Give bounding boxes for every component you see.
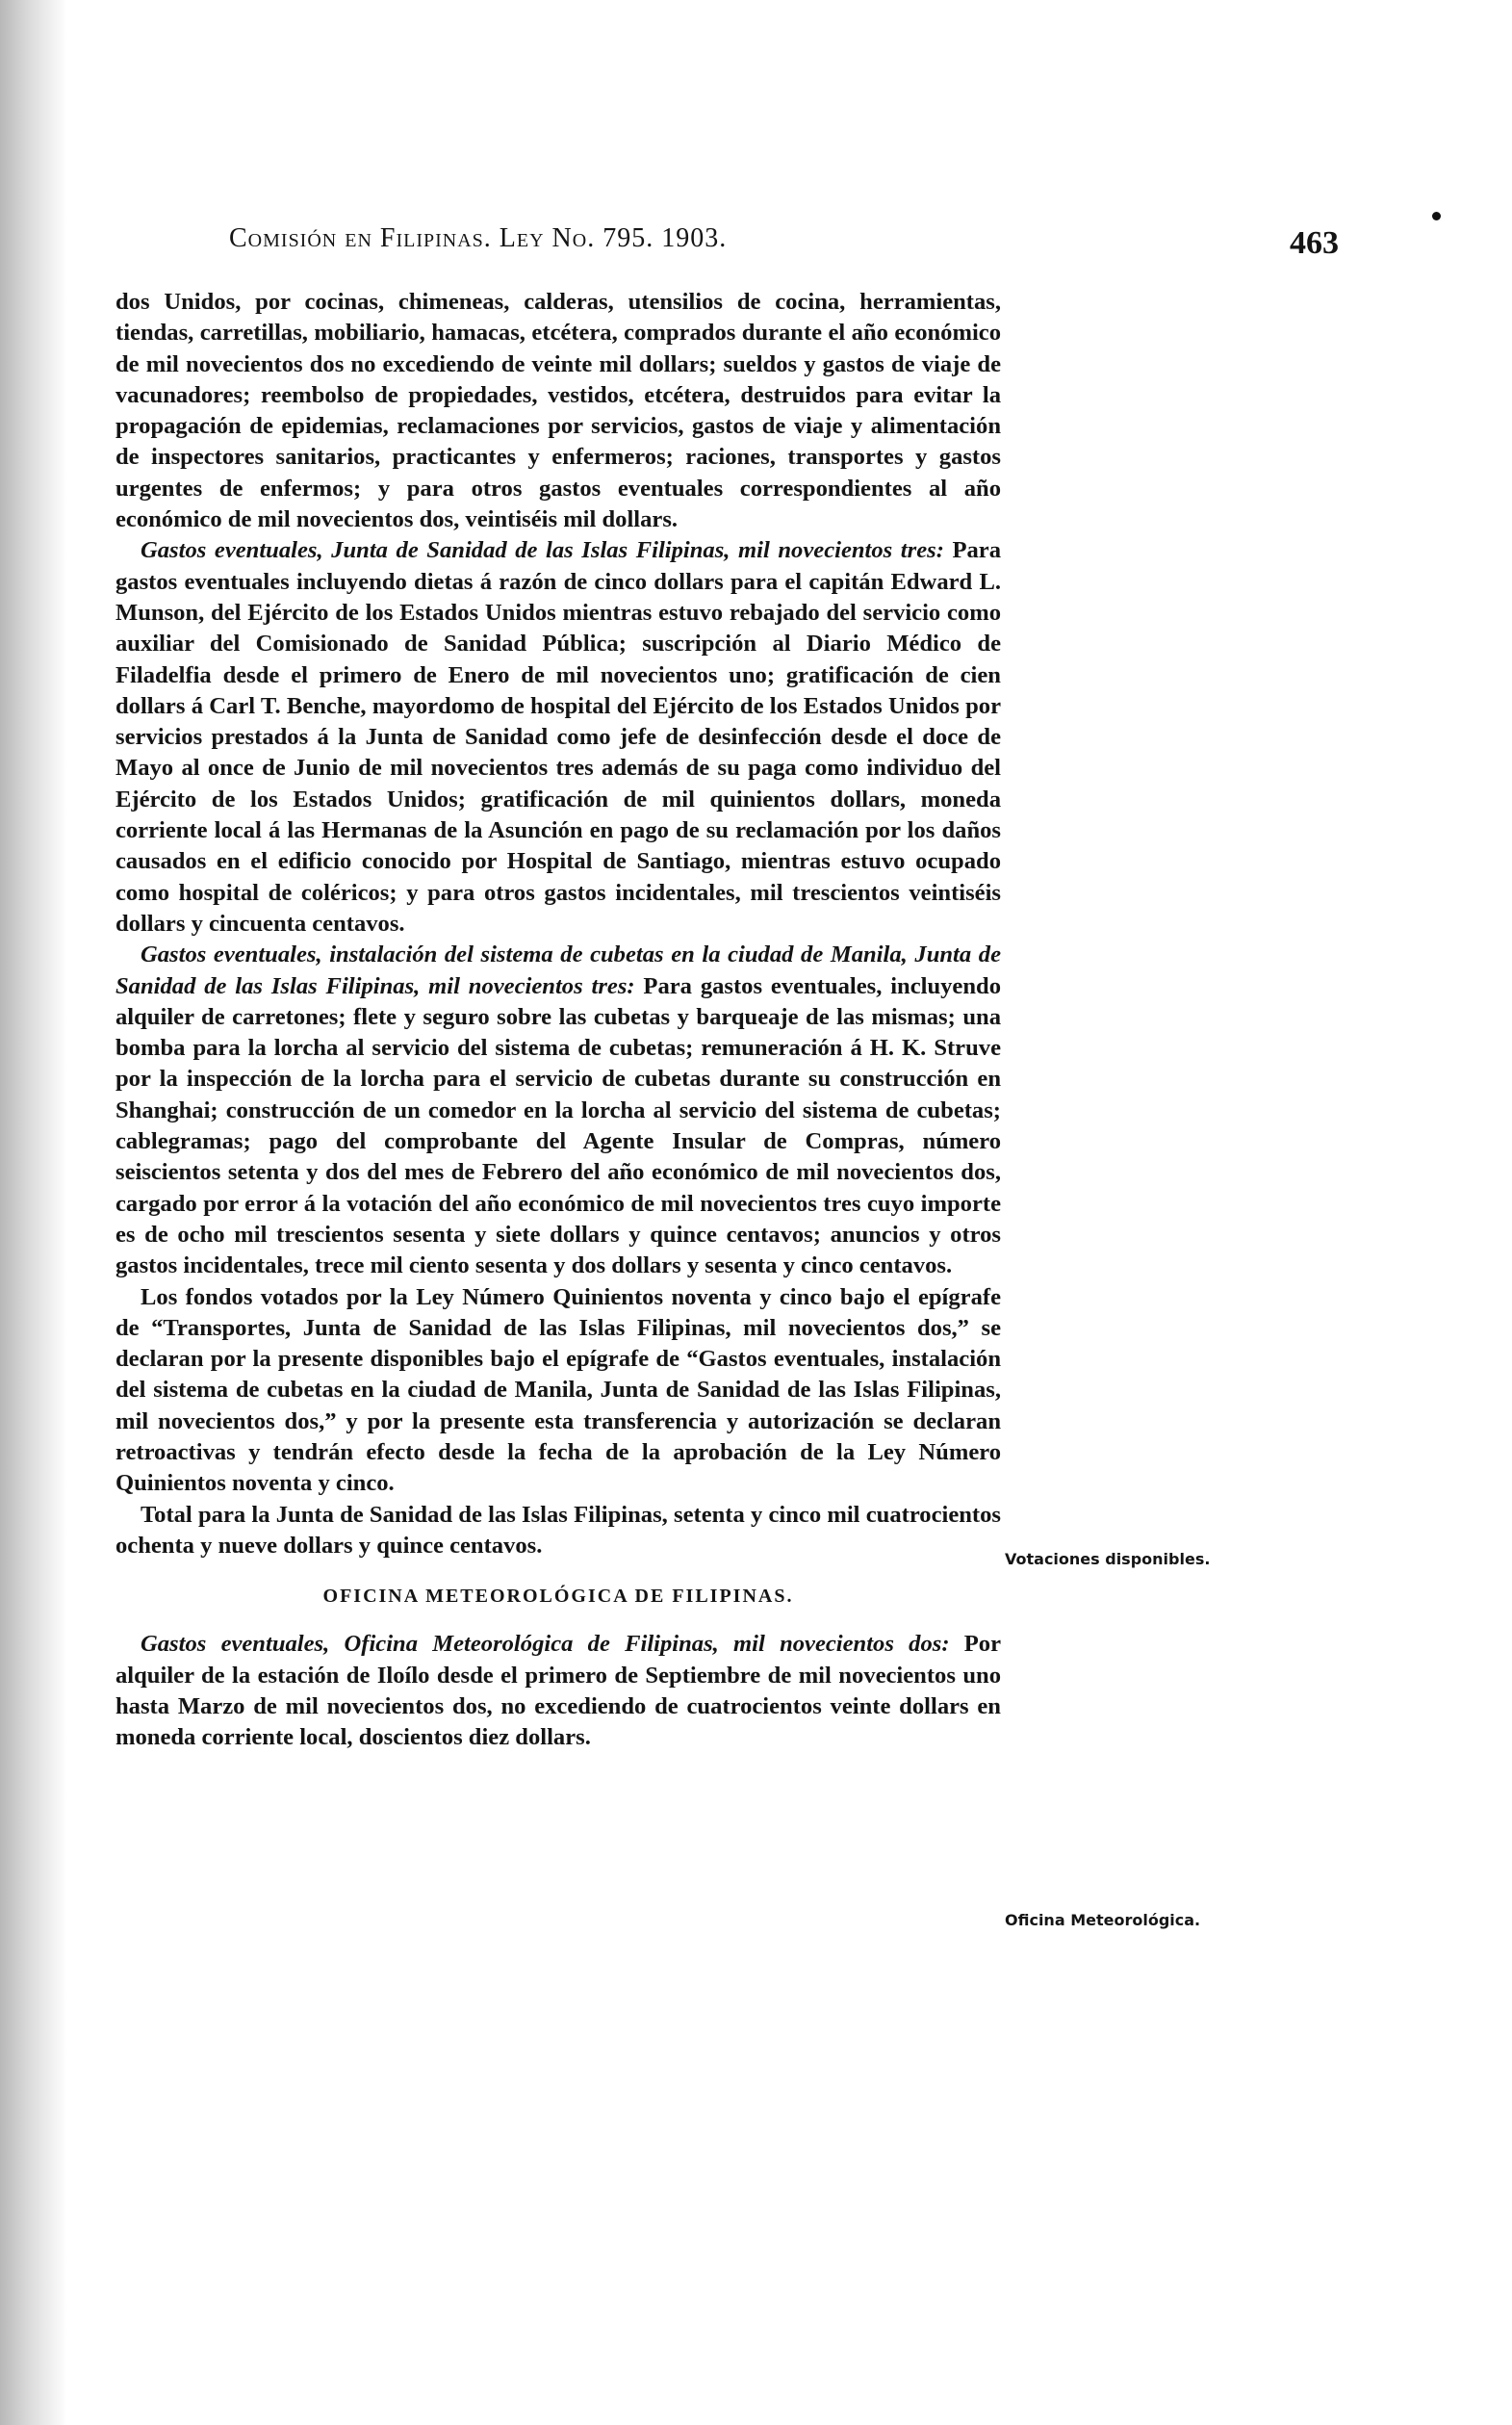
paragraph-rubric: Gastos eventuales, instalación del sistema de cubetas en la ciudad de Manila, Junta de Sanidad de las Islas Filipinas, mil novecientos tres: [115,942,1001,999]
paragraph-gastos-junta-sanidad [115,535,1001,940]
running-head: Comisión en Filipinas. Ley No. 795. 1903. [229,223,728,253]
paragraph-total [115,1500,1001,1562]
margin-note-votaciones: Votaciones disponibles. [1005,1550,1211,1568]
paragraph-rubric: Gastos eventuales, Junta de Sanidad de las Islas Filipinas, mil novecientos tres: [141,537,944,564]
section-heading: OFICINA METEOROLÓGICA DE FILIPINAS. [322,1586,794,1608]
ink-spot-icon [1432,212,1441,220]
paragraph-fondos-votados [115,1282,1001,1500]
page-number: 463 [1290,225,1339,261]
margin-note-oficina: Oficina Meteorológica. [1005,1911,1201,1929]
paragraph-text: Por alquiler de la estación de Iloílo desde el primero de Septiembre de mil novecientos uno hasta Marzo de mil novecientos dos, no excediendo de cuatrocientos veinte dollars en moneda corriente local, doscientos diez dollars. [115,1631,1001,1751]
paragraph-oficina-meteorologica [115,1629,1001,1753]
paragraph-text: Los fondos votados por la Ley Número Quinientos noventa y cinco bajo el epígrafe de “Transportes, Junta de Sanidad de las Islas Filipinas, mil novecientos dos,” se declaran por la presente disponibles bajo el epígrafe de “Gastos eventuales, instalación del sistema de cubetas en la ciudad de Manila, Junta de Sanidad de las Islas Filipinas, mil novecientos dos,” y por la presente esta transferencia y autorización se declaran retroactivas y tendrán efecto desde la fecha de la aprobación de la Ley Número Quinientos noventa y cinco. [115,1283,1001,1497]
paragraph-text: Total para la Junta de Sanidad de las Islas Filipinas, setenta y cinco mil cuatrocientos ochenta y nueve dollars y quince centavos. [115,1501,1001,1559]
body-text-column [115,287,1001,1754]
paragraph-text: Para gastos eventuales incluyendo dietas á razón de cinco dollars para el capitán Edward L. Munson, del Ejército de los Estados Unidos mientras estuvo rebajado del servicio como auxiliar del Comisionado de Sanidad Pública; suscripción al Diario Médico de Filadelfia desde el primero de Enero de mil novecientos uno; gratificación de cien dollars á Carl T. Benche, mayordomo de hospital del Ejército de los Estados Unidos por servicios prestados á la Junta de Sanidad como jefe de desinfección desde el doce de Mayo al once de Junio de mil novecientos tres además de su paga como individuo del Ejército de los Estados Unidos; gratificación de mil quinientos dollars, moneda corriente local á las Hermanas de la Asunción en pago de su reclamación por los daños causados en el edificio conocido por Hospital de Santiago, mientras estuvo ocupado como hospital de coléricos; y para otros gastos incidentales, mil trescientos veintiséis dollars y cincuenta centavos. [115,537,1001,937]
paragraph-gastos-cubetas [115,940,1001,1281]
paragraph-rubric: Gastos eventuales, Oficina Meteorológica de Filipinas, mil novecientos dos: [141,1631,950,1658]
paragraph-text: dos Unidos, por cocinas, chimeneas, calderas, utensilios de cocina, herramientas, tiendas, carretillas, mobiliario, hamacas, etcétera, comprados durante el año económico de mil novecientos dos no excediendo de veinte mil dollars; sueldos y gastos de viaje de vacunadores; reembolso de propiedades, vestidos, etcétera, destruidos para evitar la propagación de epidemias, reclamaciones por servicios, gastos de viaje y alimentación de inspectores sanitarios, practicantes y enfermeros; raciones, transportes y gastos urgentes de enfermos; y para otros gastos eventuales correspondientes al año económico de mil novecientos dos, veintiséis mil dollars. [115,289,1001,533]
paragraph-continuation [115,287,1001,535]
paragraph-text: Para gastos eventuales, incluyendo alquiler de carretones; flete y seguro sobre las cubetas y barqueaje de las mismas; una bomba para la lorcha al servicio del sistema de cubetas; remuneración á H. K. Struve por la inspección de la lorcha para el servicio de cubetas durante su construcción en Shanghai; construcción de un comedor en la lorcha al servicio del sistema de cubetas; cablegramas; pago del comprobante del Agente Insular de Compras, número seiscientos setenta y dos del mes de Febrero del año económico de mil novecientos dos, cargado por error á la votación del año económico de mil novecientos tres cuyo importe es de ocho mil trescientos sesenta y siete dollars y quince centavos; anuncios y otros gastos incidentales, trece mil ciento sesenta y dos dollars y sesenta y cinco centavos. [115,972,1001,1279]
